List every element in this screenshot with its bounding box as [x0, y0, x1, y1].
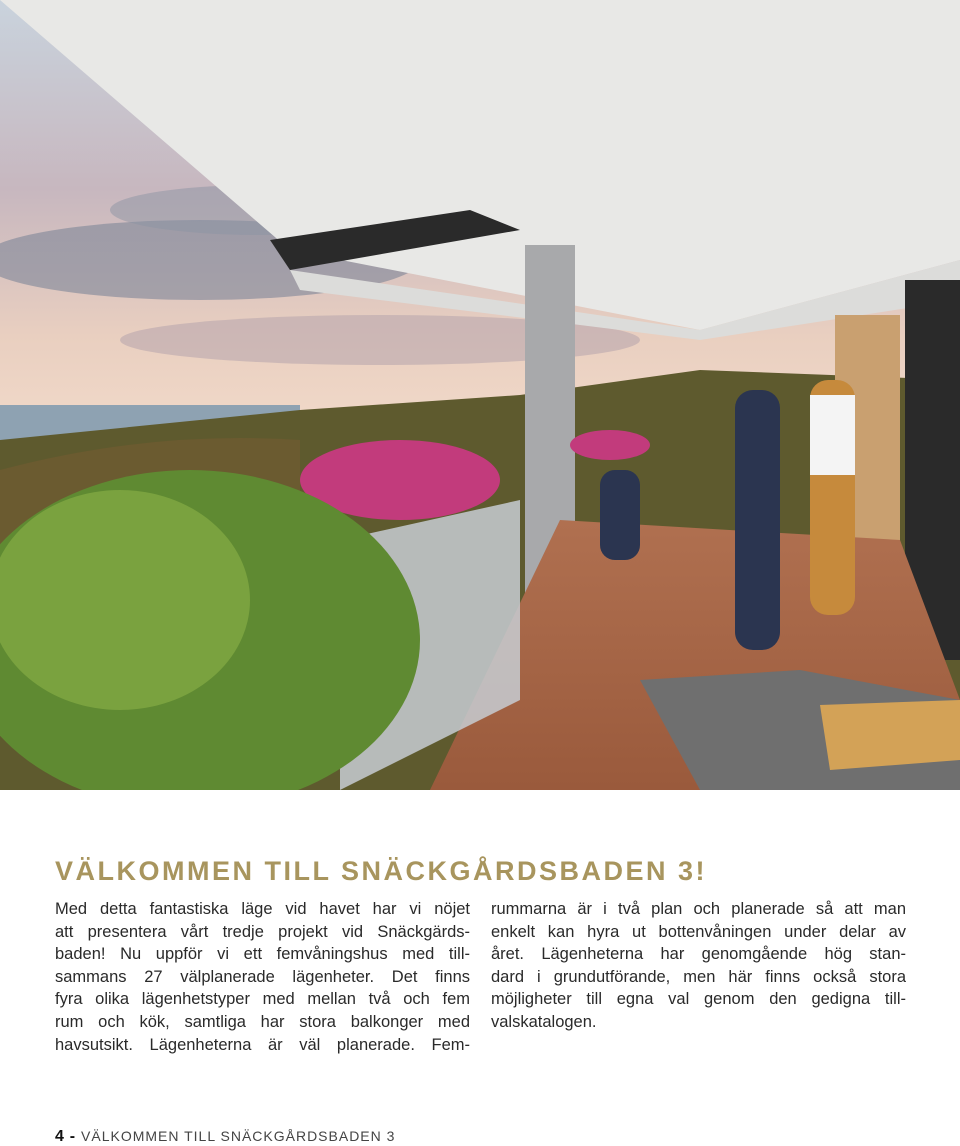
text-line: sammans 27 välplanerade lägenheter. Det finns	[55, 967, 470, 986]
page-heading: VÄLKOMMEN TILL SNÄCKGÅRDSBADEN 3!	[55, 856, 708, 886]
footer-text: VÄLKOMMEN TILL SNÄCKGÅRDSBADEN 3	[81, 1128, 396, 1144]
page-number: 4	[55, 1128, 65, 1145]
page-footer	[55, 1128, 395, 1146]
text-line: Med detta fantastiska läge vid havet har vi nöjet	[55, 900, 470, 918]
text-line: baden! Nu uppför vi ett femvåningshus med till-	[55, 945, 470, 964]
text-line: rummarna är i två plan och planerade så att man	[491, 900, 906, 918]
footer-separator: -	[69, 1128, 77, 1145]
text-line: året. Lägenheterna har genomgående hög stan-	[491, 945, 906, 964]
text-line: enkelt kan hyra ut bottenvåningen under delar av	[491, 922, 906, 941]
text-line: rum och kök, samtliga har stora balkonger med	[55, 1012, 470, 1031]
body-column-2	[491, 898, 906, 1034]
text-line: havsutsikt. Lägenheterna är väl planerade. Fem-	[55, 1035, 470, 1054]
body-column-1	[55, 898, 470, 1056]
text-line: valskatalogen.	[491, 1012, 597, 1031]
text-line: dard i grundutförande, men här finns också stora	[491, 967, 906, 986]
text-line: fyra olika lägenhetstyper med mellan två och fem	[55, 990, 470, 1009]
text-line: att presentera vårt tredje projekt vid Snäckgärds-	[55, 922, 470, 941]
text-line: möjligheter till egna val genom den gedigna till-	[491, 990, 906, 1009]
